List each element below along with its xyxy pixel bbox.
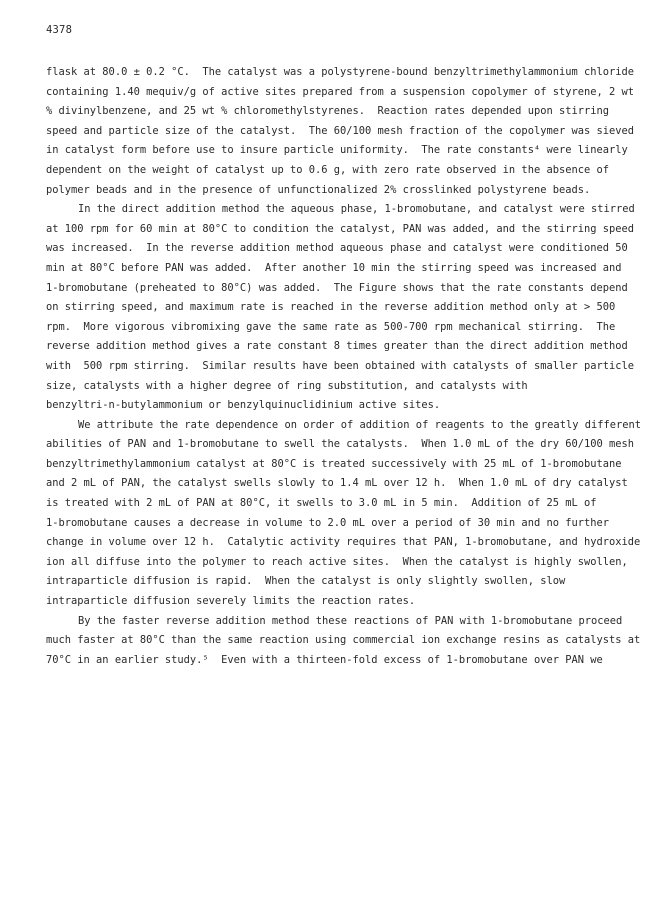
text-line: with 500 rpm stirring. Similar results have been obtained with catalysts of smaller particle <box>46 359 635 372</box>
text-line: size, catalysts with a higher degree of ring substitution, and catalysts with <box>46 379 528 392</box>
page-number: 4378 <box>46 24 73 36</box>
body-text <box>46 63 656 670</box>
text-line: 1-bromobutane (preheated to 80°C) was added. The Figure shows that the rate constants depend <box>46 281 628 294</box>
text-line: was increased. In the reverse addition method aqueous phase and catalyst were conditioned 50 <box>46 242 628 255</box>
text-line: % divinylbenzene, and 25 wt % chloromethylstyrenes. Reaction rates depended upon stirring <box>46 105 610 118</box>
text-line: and 2 mL of PAN, the catalyst swells slowly to 1.4 mL over 12 h. When 1.0 mL of dry catalyst <box>46 477 628 490</box>
text-line: In the direct addition method the aqueous phase, 1-bromobutane, and catalyst were stirred <box>78 203 635 216</box>
text-line: intraparticle diffusion severely limits the reaction rates. <box>46 595 416 608</box>
text-line: By the faster reverse addition method these reactions of PAN with 1-bromobutane proceed <box>78 614 623 627</box>
text-line: intraparticle diffusion is rapid. When the catalyst is only slightly swollen, slow <box>46 575 566 588</box>
text-line: benzyltri-n-butylammonium or benzylquinuclidinium active sites. <box>46 399 441 412</box>
text-line: much faster at 80°C than the same reaction using commercial ion exchange resins as catalysts at <box>46 634 641 647</box>
paragraph <box>46 416 656 612</box>
text-line: flask at 80.0 ± 0.2 °C. The catalyst was a polystyrene-bound benzyltrimethylammonium chloride <box>46 66 635 78</box>
text-line: 70°C in an earlier study.⁵ Even with a thirteen-fold excess of 1-bromobutane over PAN we <box>46 653 603 666</box>
text-line: We attribute the rate dependence on order of addition of reagents to the greatly different <box>78 418 642 431</box>
text-line: at 100 rpm for 60 min at 80°C to condition the catalyst, PAN was added, and the stirring speed <box>46 222 635 235</box>
text-line: on stirring speed, and maximum rate is reached in the reverse addition method only at > 500 <box>46 301 616 314</box>
text-line: in catalyst form before use to insure particle uniformity. The rate constants⁴ were linearly <box>46 144 628 157</box>
text-line: containing 1.40 mequiv/g of active sites prepared from a suspension copolymer of styrene, 2 wt <box>46 85 635 98</box>
text-line: abilities of PAN and 1-bromobutane to swell the catalysts. When 1.0 mL of the dry 60/100 mesh <box>46 438 635 451</box>
text-line: speed and particle size of the catalyst. The 60/100 mesh fraction of the copolymer was sieved <box>46 124 635 137</box>
paragraph <box>46 63 656 200</box>
paragraph <box>46 200 656 416</box>
text-line: reverse addition method gives a rate constant 8 times greater than the direct addition method <box>46 340 628 353</box>
text-line: polymer beads and in the presence of unfunctionalized 2% crosslinked polystyrene beads. <box>46 183 591 196</box>
text-line: rpm. More vigorous vibromixing gave the same rate as 500-700 rpm mechanical stirring. The <box>46 320 616 333</box>
text-line: 1-bromobutane causes a decrease in volume to 2.0 mL over a period of 30 min and no further <box>46 516 610 529</box>
text-line: dependent on the weight of catalyst up to 0.6 g, with zero rate observed in the absence of <box>46 163 610 176</box>
text-line: is treated with 2 mL of PAN at 80°C, it swells to 3.0 mL in 5 min. Addition of 25 mL of <box>46 497 597 510</box>
paragraph <box>46 612 656 671</box>
text-line: min at 80°C before PAN was added. After another 10 min the stirring speed was increased and <box>46 261 622 274</box>
text-line: change in volume over 12 h. Catalytic activity requires that PAN, 1-bromobutane, and hydroxide <box>46 536 641 549</box>
text-line: ion all diffuse into the polymer to reach active sites. When the catalyst is highly swollen, <box>46 555 628 568</box>
text-line: benzyltrimethylammonium catalyst at 80°C is treated successively with 25 mL of 1-bromobutane <box>46 457 622 470</box>
